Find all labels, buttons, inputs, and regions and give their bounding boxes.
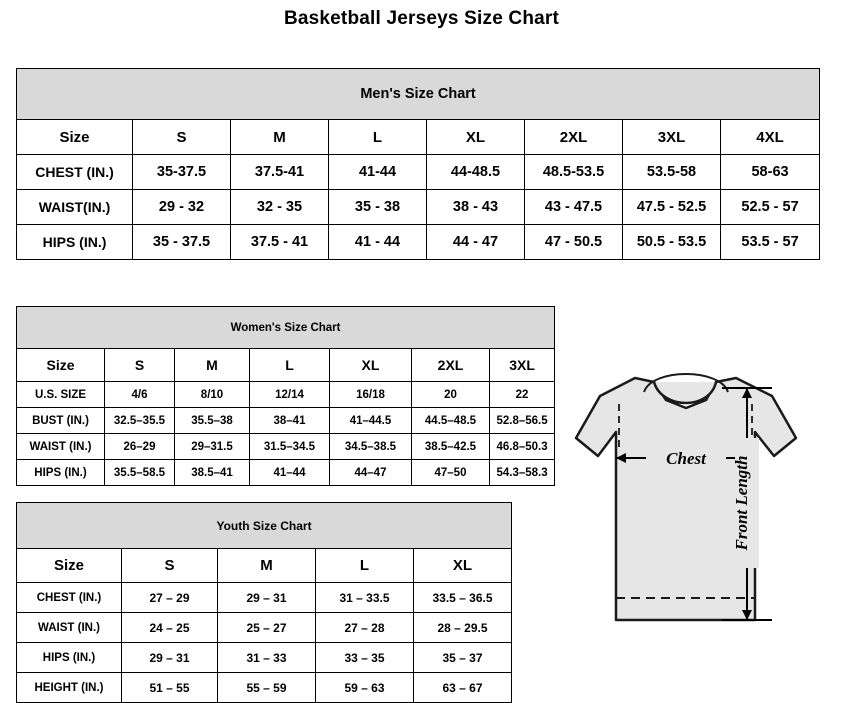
table-cell: 12/14 <box>250 382 330 408</box>
table-cell: 27 – 29 <box>122 583 218 613</box>
table-cell: 28 – 29.5 <box>414 613 512 643</box>
table-cell: 31.5–34.5 <box>250 434 330 460</box>
column-header-xl: XL <box>427 120 525 155</box>
row-label: WAIST (IN.) <box>17 434 105 460</box>
table-row <box>17 434 555 460</box>
jersey-measurement-diagram <box>540 348 840 678</box>
jersey-outline-icon <box>576 374 796 620</box>
table-cell: 52.8–56.5 <box>490 408 555 434</box>
row-label: CHEST (IN.) <box>17 583 122 613</box>
column-header-m: M <box>218 549 316 583</box>
table-cell: 35 - 37.5 <box>133 225 231 260</box>
table-cell: 29 – 31 <box>218 583 316 613</box>
table-cell: 38–41 <box>250 408 330 434</box>
column-header-l: L <box>316 549 414 583</box>
table-cell: 31 – 33.5 <box>316 583 414 613</box>
table-cell: 24 – 25 <box>122 613 218 643</box>
table-row <box>17 155 820 190</box>
table-cell: 41 - 44 <box>329 225 427 260</box>
chest-label: Chest <box>666 449 706 468</box>
page-title: Basketball Jerseys Size Chart <box>283 8 560 29</box>
column-header-l: L <box>250 349 330 382</box>
table-row <box>17 382 555 408</box>
column-header-size: Size <box>17 549 122 583</box>
table-cell: 41–44 <box>250 460 330 486</box>
table-cell: 35 - 38 <box>329 190 427 225</box>
row-label: BUST (IN.) <box>17 408 105 434</box>
table-cell: 33 – 35 <box>316 643 414 673</box>
table-cell: 29 – 31 <box>122 643 218 673</box>
column-header-2xl: 2XL <box>525 120 623 155</box>
table-caption-row <box>17 69 820 120</box>
row-label: CHEST (IN.) <box>17 155 133 190</box>
column-header-xl: XL <box>414 549 512 583</box>
table-cell: 33.5 – 36.5 <box>414 583 512 613</box>
table-cell: 47–50 <box>412 460 490 486</box>
table-cell: 50.5 - 53.5 <box>623 225 721 260</box>
table-cell: 38.5–42.5 <box>412 434 490 460</box>
table-cell: 16/18 <box>330 382 412 408</box>
column-header-s: S <box>133 120 231 155</box>
table-cell: 32 - 35 <box>231 190 329 225</box>
womens-size-chart-table <box>16 306 555 486</box>
column-header-m: M <box>175 349 250 382</box>
table-cell: 29–31.5 <box>175 434 250 460</box>
table-cell: 31 – 33 <box>218 643 316 673</box>
table-cell: 38 - 43 <box>427 190 525 225</box>
table-cell: 59 – 63 <box>316 673 414 703</box>
table-caption-row <box>17 307 555 349</box>
table-cell: 32.5–35.5 <box>105 408 175 434</box>
womens-chart-caption: Women's Size Chart <box>17 307 555 349</box>
table-row <box>17 190 820 225</box>
mens-size-chart-table <box>16 68 820 260</box>
table-row <box>17 673 512 703</box>
table-cell: 26–29 <box>105 434 175 460</box>
table-cell: 43 - 47.5 <box>525 190 623 225</box>
column-header-s: S <box>105 349 175 382</box>
table-cell: 48.5-53.5 <box>525 155 623 190</box>
column-header-size: Size <box>17 349 105 382</box>
table-cell: 38.5–41 <box>175 460 250 486</box>
table-row <box>17 225 820 260</box>
column-header-xl: XL <box>330 349 412 382</box>
column-header-4xl: 4XL <box>721 120 820 155</box>
table-cell: 51 – 55 <box>122 673 218 703</box>
table-cell: 53.5 - 57 <box>721 225 820 260</box>
table-cell: 44 - 47 <box>427 225 525 260</box>
mens-chart-caption: Men's Size Chart <box>17 69 820 120</box>
table-row <box>17 643 512 673</box>
table-cell: 35.5–58.5 <box>105 460 175 486</box>
table-cell: 58-63 <box>721 155 820 190</box>
table-cell: 41-44 <box>329 155 427 190</box>
table-cell: 55 – 59 <box>218 673 316 703</box>
table-header-row <box>17 120 820 155</box>
table-cell: 46.8–50.3 <box>490 434 555 460</box>
column-header-size: Size <box>17 120 133 155</box>
table-cell: 27 – 28 <box>316 613 414 643</box>
table-cell: 20 <box>412 382 490 408</box>
row-label: HIPS (IN.) <box>17 225 133 260</box>
table-row <box>17 408 555 434</box>
table-cell: 44–47 <box>330 460 412 486</box>
table-cell: 44-48.5 <box>427 155 525 190</box>
youth-size-chart-table <box>16 502 512 703</box>
column-header-3xl: 3XL <box>490 349 555 382</box>
row-label: WAIST(IN.) <box>17 190 133 225</box>
table-header-row <box>17 349 555 382</box>
table-caption-row <box>17 503 512 549</box>
table-row <box>17 460 555 486</box>
row-label: HEIGHT (IN.) <box>17 673 122 703</box>
table-cell: 44.5–48.5 <box>412 408 490 434</box>
column-header-m: M <box>231 120 329 155</box>
table-cell: 4/6 <box>105 382 175 408</box>
row-label: HIPS (IN.) <box>17 460 105 486</box>
table-cell: 29 - 32 <box>133 190 231 225</box>
table-header-row <box>17 549 512 583</box>
table-cell: 47 - 50.5 <box>525 225 623 260</box>
front-length-label: Front Length <box>732 455 751 551</box>
row-label: WAIST (IN.) <box>17 613 122 643</box>
column-header-s: S <box>122 549 218 583</box>
table-cell: 53.5-58 <box>623 155 721 190</box>
table-cell: 34.5–38.5 <box>330 434 412 460</box>
table-row <box>17 583 512 613</box>
table-cell: 37.5 - 41 <box>231 225 329 260</box>
youth-chart-caption: Youth Size Chart <box>17 503 512 549</box>
row-label: U.S. SIZE <box>17 382 105 408</box>
column-header-3xl: 3XL <box>623 120 721 155</box>
table-cell: 52.5 - 57 <box>721 190 820 225</box>
column-header-l: L <box>329 120 427 155</box>
table-cell: 35 – 37 <box>414 643 512 673</box>
table-cell: 25 – 27 <box>218 613 316 643</box>
table-cell: 63 – 67 <box>414 673 512 703</box>
column-header-2xl: 2XL <box>412 349 490 382</box>
table-cell: 41–44.5 <box>330 408 412 434</box>
table-cell: 8/10 <box>175 382 250 408</box>
table-cell: 35.5–38 <box>175 408 250 434</box>
table-cell: 54.3–58.3 <box>490 460 555 486</box>
table-row <box>17 613 512 643</box>
table-cell: 22 <box>490 382 555 408</box>
table-cell: 35-37.5 <box>133 155 231 190</box>
row-label: HIPS (IN.) <box>17 643 122 673</box>
table-cell: 37.5-41 <box>231 155 329 190</box>
table-cell: 47.5 - 52.5 <box>623 190 721 225</box>
